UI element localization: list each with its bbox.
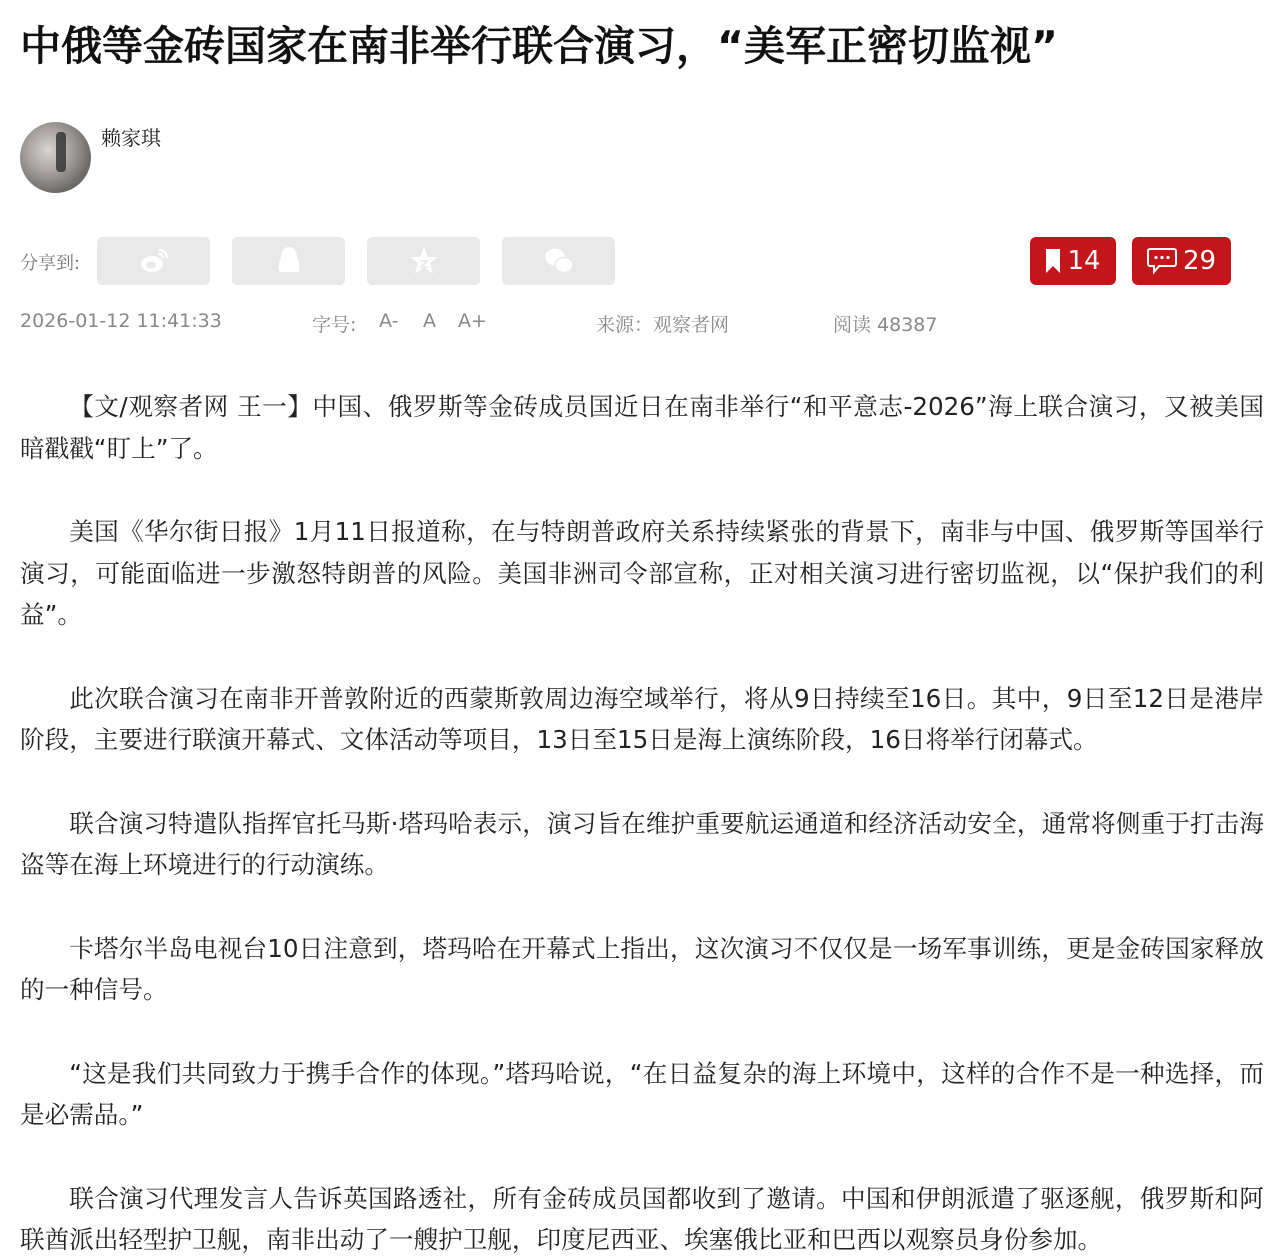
font-smaller-button[interactable]: A- [379,310,399,332]
share-label: 分享到: [20,253,81,274]
article-paragraph: 美国《华尔街日报》1月11日报道称，在与特朗普政府关系持续紧张的背景下，南非与中国、俄罗斯等国举行演习，可能面临进一步激怒特朗普的风险。美国非洲司令部宣称，正对相关演习进行密切监视，以“保护我们的利益”。 [20,517,1264,629]
article-paragraph: 联合演习代理发言人告诉英国路透社，所有金砖成员国都收到了邀请。中国和伊朗派遣了驱逐舰，俄罗斯和阿联酋派出轻型护卫舰，南非出动了一艘护卫舰，印度尼西亚、埃塞俄比亚和巴西以观察员身份参加。 [20,1183,1264,1254]
share-qzone-button[interactable] [367,237,480,285]
article-paragraph: “这是我们共同致力于携手合作的体现。”塔玛哈说，“在日益复杂的海上环境中，这样的合作不是一种选择，而是必需品。” [20,1058,1264,1129]
publish-datetime: 2026-01-12 11:41:33 [20,310,222,332]
font-normal-button[interactable]: A [423,310,436,332]
bookmark-icon [1045,248,1061,274]
weibo-icon [137,244,171,278]
wechat-icon [542,244,576,278]
article-paragraph: 联合演习特遣队指挥官托马斯·塔玛哈表示，演习旨在维护重要航运通道和经济活动安全，通常将侧重于打击海盗等在海上环境进行的行动演练。 [20,808,1264,879]
share-qq-button[interactable] [232,237,345,285]
article-meta [20,310,1260,336]
share-bar [20,237,1260,285]
font-size-label: 字号: [312,314,357,336]
article-paragraph: 卡塔尔半岛电视台10日注意到，塔玛哈在开幕式上指出，这次演习不仅仅是一场军事训练，更是金砖国家释放的一种信号。 [20,933,1264,1004]
author-name[interactable]: 赖家琪 [101,126,161,150]
bookmark-count: 14 [1067,246,1101,276]
article-paragraph: 【文/观察者网 王一】中国、俄罗斯等金砖成员国近日在南非举行“和平意志-2026”海上联合演习，又被美国暗戳戳“盯上”了。 [20,392,1264,463]
qzone-star-icon [407,244,441,278]
comment-button[interactable] [1132,237,1231,285]
comment-icon [1147,247,1177,275]
qq-penguin-icon [272,244,306,278]
article-paragraph: 此次联合演习在南非开普敦附近的西蒙斯敦周边海空域举行，将从9日持续至16日。其中，9日至12日是港岸阶段，主要进行联演开幕式、文体活动等项目，13日至15日是海上演练阶段，16日将举行闭幕式。 [20,683,1264,754]
bookmark-button[interactable] [1030,237,1116,285]
article-body [20,386,1264,1260]
share-weibo-button[interactable] [97,237,210,285]
read-count: 阅读 48387 [833,314,938,336]
comment-count: 29 [1182,246,1217,276]
article-source: 来源：观察者网 [596,314,730,336]
share-wechat-button[interactable] [502,237,615,285]
article-title: 中俄等金砖国家在南非举行联合演习，“美军正密切监视” [20,22,1058,70]
author-avatar[interactable] [20,122,91,193]
font-larger-button[interactable]: A+ [458,310,487,332]
